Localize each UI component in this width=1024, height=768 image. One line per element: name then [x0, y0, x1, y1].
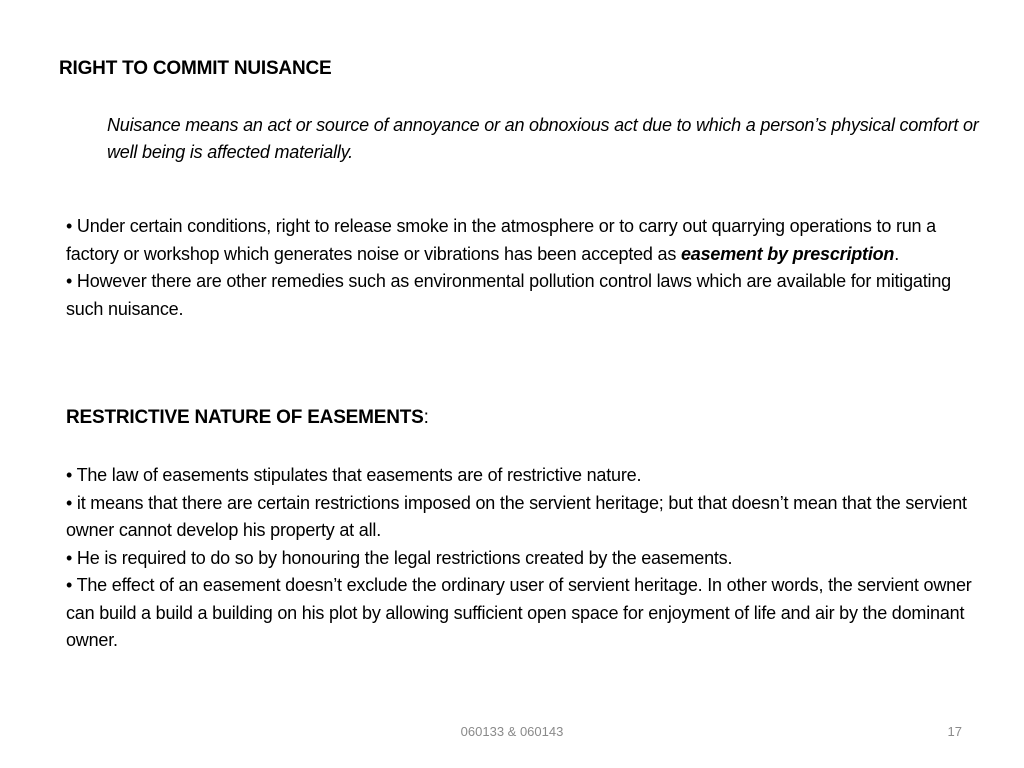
restrictive-bullet: • The effect of an easement doesn’t exclude the ordinary user of servient heritage. In other words, the servient owner can build a build a building on his plot by allowing sufficient open space for enjoyment of life and air by the dominant owner. — [66, 575, 972, 650]
nuisance-bullet-2: • However there are other remedies such as environmental pollution control laws which are available for mitigating such nuisance. — [66, 271, 951, 319]
nuisance-bullets — [66, 213, 986, 323]
easement-by-prescription-emphasis: easement by prescription — [680, 243, 895, 264]
slide-title-right-to-commit-nuisance: RIGHT TO COMMIT NUISANCE — [59, 58, 332, 79]
restrictive-bullet: • He is required to do so by honouring the legal restrictions created by the easements. — [66, 547, 733, 568]
nuisance-bullet-1-text: • Under certain conditions, right to release smoke in the atmosphere or to carry out quarrying operations to run a factory or workshop which generates noise or vibrations has been accepted as — [66, 216, 936, 264]
section-title-restrictive-nature — [66, 407, 429, 429]
restrictive-nature-bullets — [66, 462, 986, 655]
nuisance-bullet-1 — [66, 213, 986, 268]
restrictive-bullet: • it means that there are certain restrictions imposed on the servient heritage; but that doesn’t mean that the servient owner cannot develop his property at all. — [66, 492, 967, 540]
nuisance-definition: Nuisance means an act or source of annoyance or an obnoxious act due to which a person’s physical comfort or well being is affected materially. — [107, 115, 979, 162]
footer-author-ids: 060133 & 060143 — [460, 724, 564, 739]
section-title-restrictive-nature-text: RESTRICTIVE NATURE OF EASEMENTS — [66, 407, 424, 428]
nuisance-bullet-1-end: . — [894, 243, 900, 264]
restrictive-bullet: • The law of easements stipulates that easements are of restrictive nature. — [66, 465, 642, 485]
section-title-colon: : — [423, 407, 429, 428]
page-number: 17 — [947, 724, 962, 739]
